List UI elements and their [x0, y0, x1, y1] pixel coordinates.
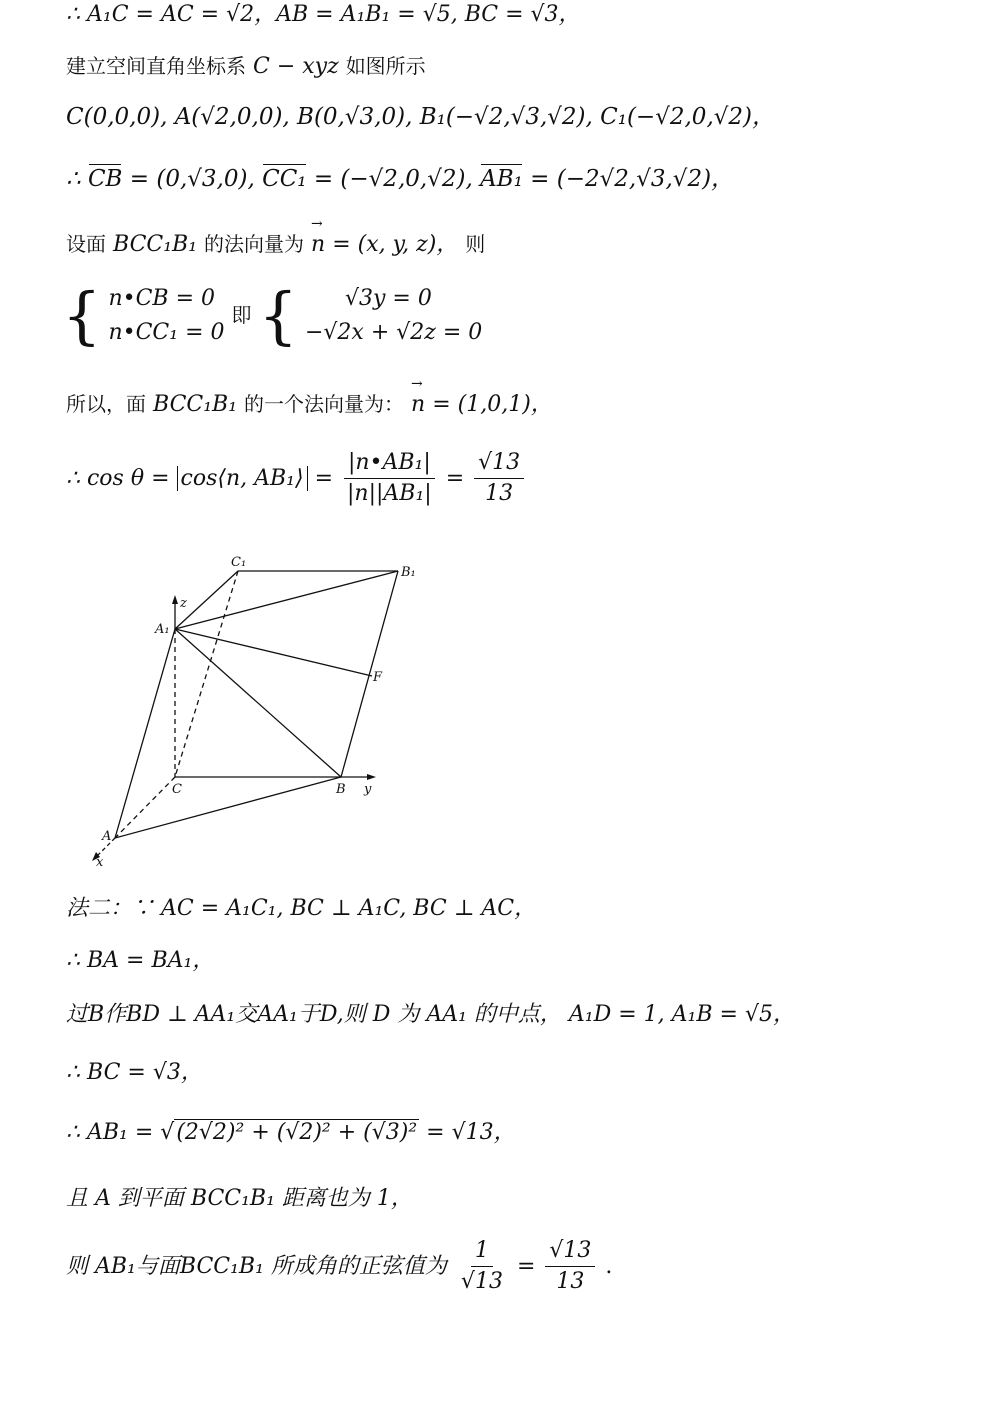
therefore: ∴	[66, 166, 88, 192]
system-2-eq2: −√2x + √2z = 0	[304, 320, 483, 345]
ab1-radicand: (2√2)² + (√2)² + (√3)²	[176, 1120, 418, 1145]
text-cn: 则	[465, 232, 486, 256]
cos-theta-lhs: ∴ cos θ =	[66, 465, 177, 491]
left-brace: {	[258, 279, 298, 352]
text-cn: 如图所示	[345, 54, 426, 78]
sine-statement: 则 AB₁与面BCC₁B₁ 所成角的正弦值为	[66, 1253, 447, 1279]
coordinates-line: C(0,0,0), A(√2,0,0), B(0,√3,0), B₁(−√2,√3,√2), C₁(−√2,0,√2)，	[66, 104, 776, 130]
cos-result-num: √13	[474, 450, 524, 479]
method2-line5: ∴ AB₁ = √(2√2)² + (√2)² + (√3)² = √13，	[66, 1120, 516, 1145]
label-c1: C₁	[231, 555, 247, 570]
vector-cb: CB	[87, 166, 123, 192]
plane-name: BCC₁B₁	[113, 232, 198, 257]
z-axis-arrow	[172, 595, 178, 604]
label-a: A	[102, 829, 112, 844]
method2-line6: 且 A 到平面 BCC₁B₁ 距离也为 1，	[66, 1186, 413, 1211]
coordinate-system: C − xyz	[253, 54, 339, 79]
equation-system	[62, 279, 483, 352]
edge-a1b1	[175, 571, 398, 629]
system-1	[108, 282, 224, 350]
text-ji: 即	[231, 303, 252, 327]
vector-n: → n	[311, 232, 325, 258]
method2-line4: ∴ BC = √3，	[66, 1060, 203, 1085]
cos-theta-line	[66, 450, 527, 508]
equals: =	[314, 465, 341, 491]
left-brace: {	[62, 279, 102, 352]
sine-fraction-2-den: 13	[556, 1269, 585, 1295]
normal-vector-result	[66, 392, 553, 418]
prism-figure	[80, 550, 440, 870]
edge-a1a	[115, 629, 175, 838]
system-1-eq2: n•CC₁ = 0	[108, 320, 225, 345]
edge-b1b	[341, 571, 398, 777]
y-axis-arrow	[367, 774, 376, 780]
vectors-line	[66, 166, 734, 194]
method2-line7	[66, 1238, 612, 1296]
label-b1: B₁	[401, 565, 416, 580]
equals: =	[445, 465, 472, 491]
label-y: y	[364, 782, 372, 797]
text-cn: 设面	[66, 232, 106, 256]
ab1-result: = √13，	[419, 1120, 516, 1145]
period: .	[605, 1253, 613, 1279]
method2-line1: 法二：∵ AC = A₁C₁, BC ⊥ A₁C, BC ⊥ AC，	[66, 896, 537, 921]
vector-ab1-value: = (−2√2,√3,√2)，	[522, 166, 735, 192]
label-c: C	[172, 782, 182, 797]
line-1: ∴ A₁C = AC = √2，AB = A₁B₁ = √5, BC = √3，	[66, 2, 581, 27]
label-f: F	[373, 670, 383, 685]
line-2	[66, 54, 426, 80]
edge-a1f	[175, 629, 372, 676]
cos-fraction-num: |n•AB₁|	[344, 450, 435, 479]
method2-line2: ∴ BA = BA₁，	[66, 948, 215, 973]
sine-fraction-2-num: √13	[545, 1238, 595, 1267]
cos-abs: cos⟨n, AB₁⟩	[177, 466, 308, 491]
vector-cc1: CC₁	[262, 166, 307, 192]
normal-vector-def: = (x, y, z)，	[325, 232, 459, 257]
text-cn: 的一个法向量为：	[244, 392, 405, 416]
system-2	[305, 282, 482, 350]
method2-midpoint: ,则 D 为 AA₁ 的中点，	[336, 1002, 562, 1027]
vector-ab1: AB₁	[480, 166, 523, 192]
normal-vector-setup	[66, 232, 485, 258]
cos-result-den: 13	[485, 481, 514, 507]
text-cn: 所以，面	[66, 392, 146, 416]
text-cn: 的法向量为	[204, 232, 305, 256]
vector-cb-value: = (0,√3,0),	[122, 166, 263, 192]
edge-a1b	[175, 629, 341, 777]
text-cn: 建立空间直角坐标系	[66, 54, 246, 78]
label-a1: A₁	[155, 622, 170, 637]
sine-fraction-1-den: √13	[460, 1269, 503, 1295]
method2-lengths: A₁D = 1, A₁B = √5，	[568, 1002, 795, 1027]
equals: =	[516, 1253, 536, 1279]
sine-fraction-1	[457, 1238, 507, 1296]
ab1-lhs: ∴ AB₁ =	[66, 1120, 161, 1145]
sine-fraction-1-num: 1	[471, 1238, 493, 1267]
edge-ab	[115, 777, 341, 838]
plane-name: BCC₁B₁	[153, 392, 238, 417]
cos-result	[474, 450, 524, 508]
method2-construction: 过B作BD ⊥ AA₁交AA₁于D	[66, 1002, 337, 1027]
cos-fraction	[343, 450, 436, 508]
sine-fraction-2	[545, 1238, 595, 1296]
vector-cc1-value: = (−√2,0,√2),	[306, 166, 481, 192]
label-z: z	[180, 596, 187, 611]
cos-fraction-den: |n||AB₁|	[347, 481, 432, 507]
label-x: x	[96, 855, 104, 870]
label-b: B	[336, 782, 346, 797]
method2-line3	[66, 1002, 795, 1028]
system-1-eq1: n•CB = 0	[108, 286, 216, 311]
normal-vector-value: = (1,0,1)，	[425, 392, 553, 417]
vector-n: → n	[411, 392, 425, 418]
system-2-eq1: √3y = 0	[344, 286, 432, 311]
